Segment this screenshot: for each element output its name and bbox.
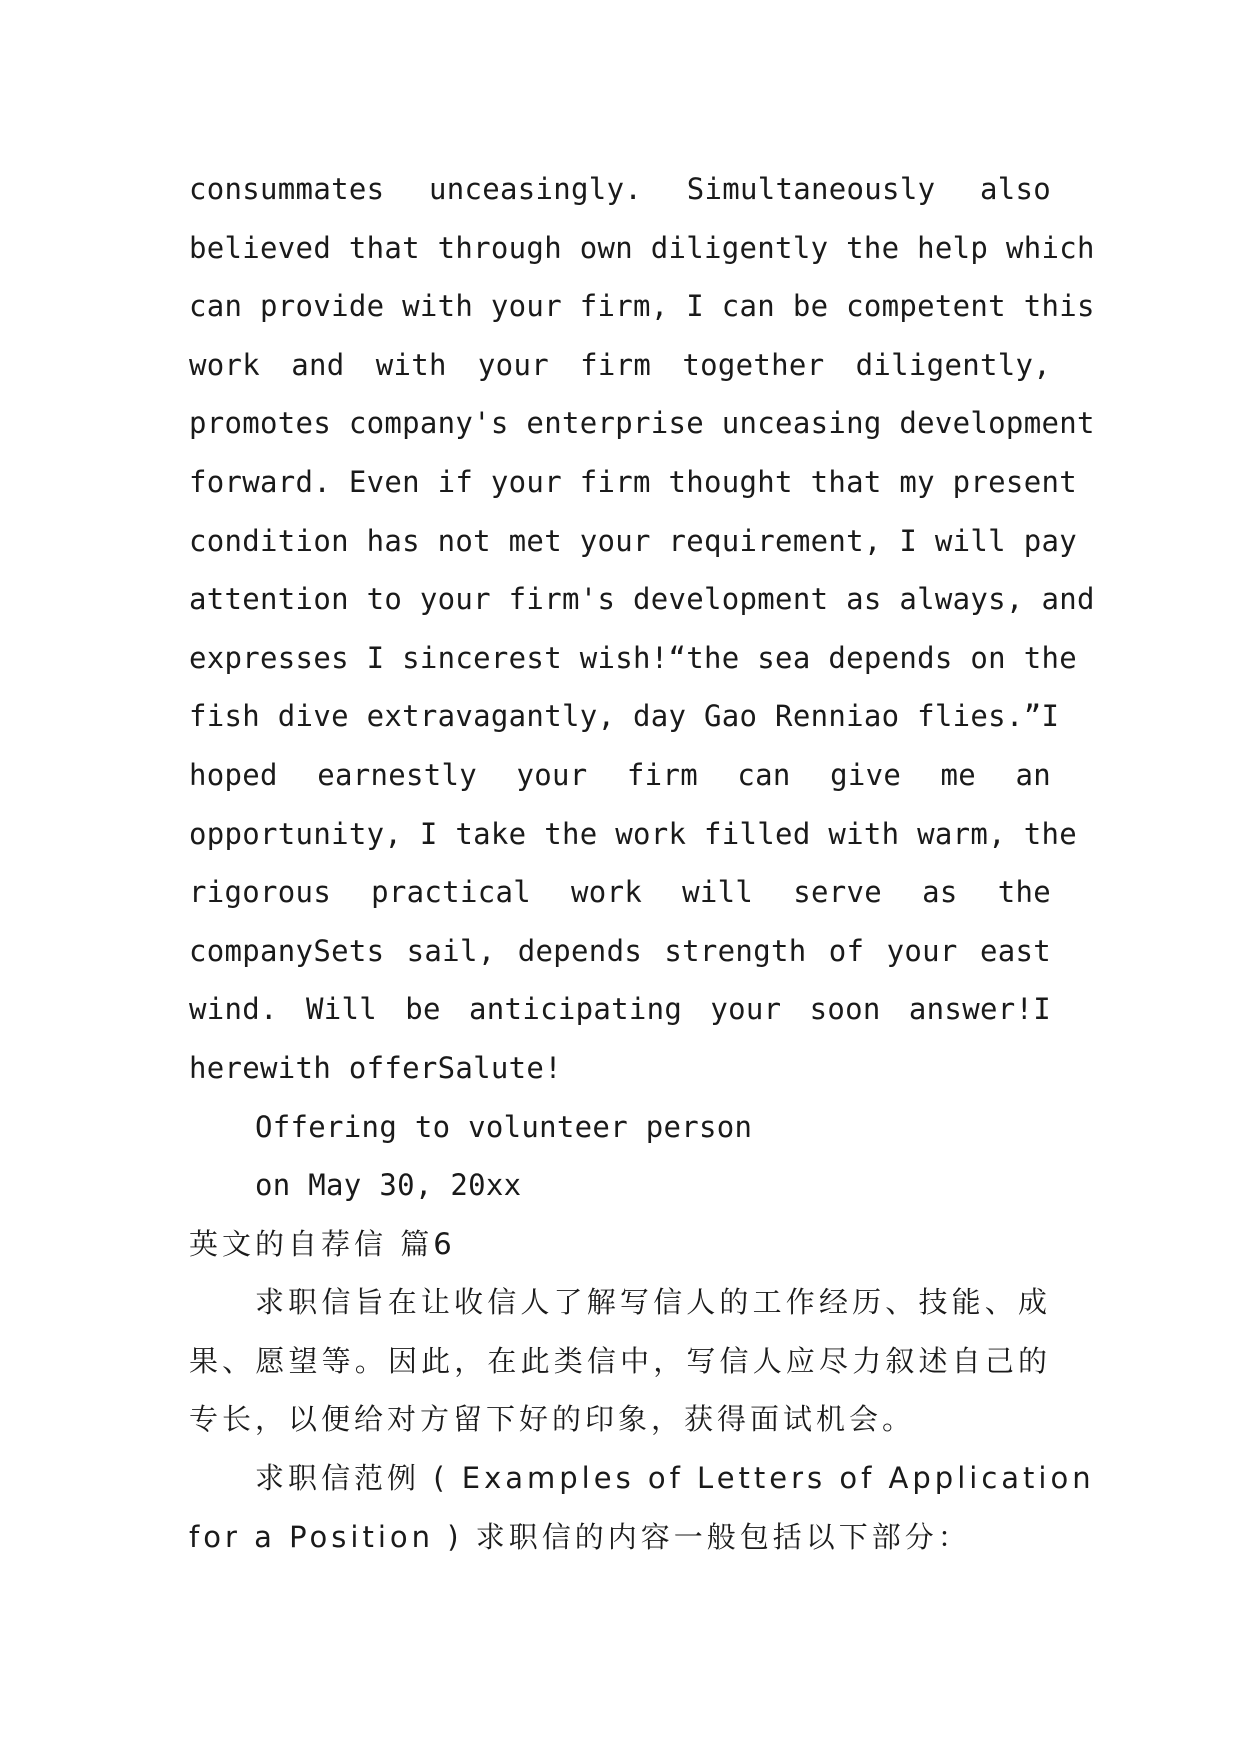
text-line: consummates unceasingly. Simultaneously also xyxy=(189,172,1051,206)
text-line: 专长，以便给对方留下好的印象，获得面试机会。 xyxy=(189,1402,916,1437)
text-line: opportunity, I take the work filled with warm, the xyxy=(189,816,1077,851)
signature-line: Offering to volunteer person xyxy=(255,1109,753,1144)
section-heading: 英文的自荐信 篇6 xyxy=(189,1226,456,1261)
text-line: for a Position ) 求职信的内容一般包括以下部分： xyxy=(189,1519,971,1554)
text-line: 求职信范例 ( Examples of Letters of Application xyxy=(255,1461,1095,1496)
text-line: rigorous practical work will serve as the xyxy=(189,875,1051,910)
text-line: believed that through own diligently the help which xyxy=(189,230,1095,265)
text-line: can provide with your firm, I can be competent this xyxy=(189,289,1095,324)
date-line: on May 30, 20xx xyxy=(255,1168,522,1203)
text-line: fish dive extravagantly, day Gao Renniao flies.”I xyxy=(189,699,1060,734)
document-body xyxy=(189,160,1095,1566)
text-line: forward. Even if your firm thought that my present xyxy=(189,464,1077,499)
text-line: wind. Will be anticipating your soon answer!I xyxy=(189,992,1051,1027)
text-line: hoped earnestly your firm can give me an xyxy=(189,757,1051,792)
text-line: promotes company's enterprise unceasing development xyxy=(189,406,1095,441)
text-line: 求职信旨在让收信人了解写信人的工作经历、技能、成 xyxy=(255,1285,1051,1320)
text-line: 果、愿望等。因此，在此类信中，写信人应尽力叙述自己的 xyxy=(189,1343,1051,1378)
text-line: companySets sail, depends strength of your east xyxy=(189,933,1051,968)
text-line: expresses I sincerest wish!“the sea depends on the xyxy=(189,640,1077,675)
text-line: condition has not met your requirement, I will pay xyxy=(189,523,1077,558)
text-line: attention to your firm's development as always, and xyxy=(189,582,1095,617)
text-line: work and with your firm together diligently, xyxy=(189,347,1051,382)
text-line: herewith offerSalute! xyxy=(189,1050,562,1085)
